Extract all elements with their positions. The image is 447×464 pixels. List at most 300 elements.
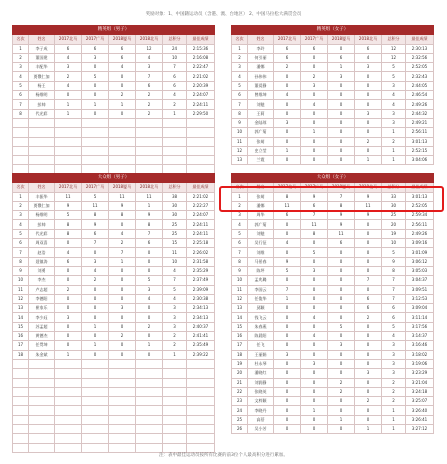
table-row bbox=[13, 434, 215, 443]
table-row bbox=[13, 387, 215, 396]
table-cell: 3:09:51 bbox=[406, 285, 434, 294]
table-row bbox=[232, 239, 434, 248]
table-cell bbox=[82, 128, 109, 137]
column-header: 最佳成绩 bbox=[406, 35, 434, 44]
table-row bbox=[13, 406, 215, 415]
table-cell: 0 bbox=[82, 248, 109, 257]
table-cell: 2 bbox=[355, 313, 382, 322]
table-cell: 4 bbox=[13, 72, 29, 81]
table-cell: 0 bbox=[328, 313, 355, 322]
table-cell: 3:06:12 bbox=[406, 257, 434, 266]
table-cell bbox=[82, 406, 109, 415]
table-cell: 丰振华 bbox=[29, 192, 55, 201]
table-cell: 6 bbox=[55, 44, 82, 53]
table-cell: 任俊华 bbox=[248, 294, 274, 303]
table-cell: 0 bbox=[301, 322, 328, 331]
table-row bbox=[232, 118, 434, 127]
table-cell: 30 bbox=[382, 201, 406, 210]
table-cell: 0 bbox=[328, 425, 355, 434]
table-cell: 0 bbox=[328, 109, 355, 118]
table-cell: 0 bbox=[355, 332, 382, 341]
table-cell: 3 bbox=[355, 109, 382, 118]
table-cell: 6 bbox=[55, 257, 82, 266]
table-cell: 19 bbox=[382, 229, 406, 238]
table-cell: 11 bbox=[13, 285, 29, 294]
column-header: 2017北马 bbox=[274, 35, 301, 44]
table-row bbox=[232, 341, 434, 350]
table-row bbox=[13, 53, 215, 62]
table-cell: 9 bbox=[355, 211, 382, 220]
table-cell: 3 bbox=[301, 266, 328, 275]
table-cell bbox=[13, 443, 29, 452]
table-row bbox=[13, 266, 215, 275]
table-cell: 0 bbox=[82, 294, 109, 303]
table-row bbox=[13, 425, 215, 434]
table-cell: 丰配华 bbox=[29, 63, 55, 72]
table-cell: 0 bbox=[274, 304, 301, 313]
table-cell bbox=[82, 415, 109, 424]
table-row bbox=[13, 332, 215, 341]
table-cell: 6 bbox=[82, 229, 109, 238]
table-cell: 7 bbox=[274, 285, 301, 294]
table-cell: 0 bbox=[328, 128, 355, 137]
table-cell: 0 bbox=[355, 220, 382, 229]
table-cell: 2:40:37 bbox=[187, 322, 215, 331]
table-cell: 0 bbox=[82, 91, 109, 100]
table-row bbox=[13, 341, 215, 350]
table-cell: 9 bbox=[355, 192, 382, 201]
table-cell: 1 bbox=[82, 322, 109, 331]
table-cell bbox=[29, 415, 55, 424]
table-title: 精英组（男子） bbox=[13, 26, 215, 35]
table-cell: 2:29:50 bbox=[187, 109, 215, 118]
table-row bbox=[13, 415, 215, 424]
table-row bbox=[13, 294, 215, 303]
table-cell: 0 bbox=[274, 387, 301, 396]
table-cell: 9 bbox=[382, 257, 406, 266]
table-cell: 0 bbox=[355, 229, 382, 238]
table-cell: 3 bbox=[55, 63, 82, 72]
table-row bbox=[13, 211, 215, 220]
table-cell: 2:49:26 bbox=[406, 100, 434, 109]
table-cell: 2:46:54 bbox=[406, 91, 434, 100]
table-cell: 2:52:05 bbox=[406, 63, 434, 72]
table-cell: 0 bbox=[274, 322, 301, 331]
table-row bbox=[13, 276, 215, 285]
column-header: 2018厦马 bbox=[109, 183, 136, 192]
table-cell bbox=[13, 434, 29, 443]
table-cell: 12 bbox=[232, 146, 248, 155]
table-cell: 3:09:04 bbox=[406, 304, 434, 313]
table-cell: 6 bbox=[232, 91, 248, 100]
table-cell: 17 bbox=[13, 341, 29, 350]
column-header: 2017北马 bbox=[274, 183, 301, 192]
table-cell: 3:14:37 bbox=[406, 332, 434, 341]
table-cell bbox=[187, 359, 215, 368]
table-row bbox=[13, 100, 215, 109]
table-cell: 0 bbox=[82, 313, 109, 322]
table-cell: 2:24:11 bbox=[187, 100, 215, 109]
column-header: 2017广马 bbox=[301, 35, 328, 44]
column-header: 姓名 bbox=[248, 35, 274, 44]
table-cell: 2 bbox=[163, 341, 187, 350]
table-cell: 0 bbox=[136, 266, 163, 275]
table-cell: 0 bbox=[355, 341, 382, 350]
table-cell: 21 bbox=[232, 378, 248, 387]
table-cell bbox=[136, 378, 163, 387]
table-cell: 23 bbox=[232, 397, 248, 406]
table-cell: 3 bbox=[13, 63, 29, 72]
table-cell: 1 bbox=[274, 146, 301, 155]
table-cell: 4 bbox=[163, 266, 187, 275]
table-row bbox=[13, 248, 215, 257]
table-row bbox=[232, 156, 434, 165]
table-cell: 贾俄仁加 bbox=[29, 72, 55, 81]
table-cell: 2:59:34 bbox=[406, 211, 434, 220]
table-cell: 7 bbox=[301, 211, 328, 220]
table-cell bbox=[187, 443, 215, 452]
table-cell: 4 bbox=[163, 91, 187, 100]
table-cell bbox=[29, 406, 55, 415]
table-cell: 0 bbox=[328, 118, 355, 127]
table-cell: 史立莹 bbox=[248, 146, 274, 155]
table-cell: 2:49:26 bbox=[406, 229, 434, 238]
table-row bbox=[232, 128, 434, 137]
table-cell: 2:24:07 bbox=[187, 211, 215, 220]
table-cell: 0 bbox=[328, 359, 355, 368]
table-cell: 12 bbox=[136, 44, 163, 53]
table-cell bbox=[187, 406, 215, 415]
table-cell: 0 bbox=[328, 294, 355, 303]
table-cell: 0 bbox=[328, 406, 355, 415]
table-row bbox=[13, 91, 215, 100]
table-cell: 0 bbox=[274, 378, 301, 387]
table-cell: 15 bbox=[232, 322, 248, 331]
table-cell: 13 bbox=[232, 304, 248, 313]
table-cell: 3 bbox=[382, 369, 406, 378]
table-cell bbox=[29, 146, 55, 155]
table-cell: 3 bbox=[382, 350, 406, 359]
table-cell: 0 bbox=[82, 350, 109, 359]
table-cell: 0 bbox=[109, 276, 136, 285]
table-cell: 9 bbox=[13, 266, 29, 275]
table-cell bbox=[13, 128, 29, 137]
table-cell: 6 bbox=[355, 44, 382, 53]
table-cell: 3:26:40 bbox=[406, 406, 434, 415]
table-cell: 5 bbox=[82, 192, 109, 201]
table-cell: 6 bbox=[82, 44, 109, 53]
column-header: 2017北马 bbox=[55, 35, 82, 44]
table-row bbox=[232, 81, 434, 90]
table-cell bbox=[13, 156, 29, 165]
table-cell: 0 bbox=[136, 313, 163, 322]
table-cell: 彭帅 bbox=[29, 100, 55, 109]
table-cell: 0 bbox=[301, 109, 328, 118]
table-cell: 0 bbox=[274, 341, 301, 350]
table-cell bbox=[109, 387, 136, 396]
table-cell: 任贯坤 bbox=[29, 341, 55, 350]
table-cell: 陈晨阳 bbox=[248, 332, 274, 341]
table-cell: 0 bbox=[328, 146, 355, 155]
table-cell: 0 bbox=[82, 81, 109, 90]
table-cell: 0 bbox=[301, 91, 328, 100]
table-cell: 2:24:07 bbox=[187, 91, 215, 100]
table-title-row bbox=[232, 174, 434, 183]
table-cell: 15 bbox=[163, 239, 187, 248]
table-cell bbox=[187, 378, 215, 387]
table-cell: 2:52:05 bbox=[406, 201, 434, 210]
table-cell: 7 bbox=[82, 239, 109, 248]
table-cell bbox=[13, 118, 29, 127]
table-cell bbox=[55, 369, 82, 378]
table-cell bbox=[163, 137, 187, 146]
table-row bbox=[13, 322, 215, 331]
table-cell: 2 bbox=[328, 387, 355, 396]
table-cell: 7 bbox=[382, 294, 406, 303]
table-cell: 0 bbox=[82, 63, 109, 72]
table-cell bbox=[82, 387, 109, 396]
table-cell bbox=[29, 434, 55, 443]
table-cell: 3:25:07 bbox=[406, 397, 434, 406]
table-cell: 8 bbox=[13, 257, 29, 266]
table-cell bbox=[163, 118, 187, 127]
table-cell: 6 bbox=[274, 44, 301, 53]
table-cell: 0 bbox=[301, 369, 328, 378]
table-row bbox=[232, 322, 434, 331]
table-cell: 9 bbox=[55, 201, 82, 210]
table-row bbox=[13, 118, 215, 127]
table-cell: 2:56:11 bbox=[406, 220, 434, 229]
table-cell: 4 bbox=[82, 266, 109, 275]
table-cell: 9 bbox=[274, 257, 301, 266]
table-cell: 7 bbox=[382, 276, 406, 285]
table-cell: 3 bbox=[301, 359, 328, 368]
table-cell: 0 bbox=[109, 109, 136, 118]
table-cell: 12 bbox=[382, 53, 406, 62]
table-cell bbox=[55, 128, 82, 137]
table-cell: 7 bbox=[382, 285, 406, 294]
table-cell: 金陆琼 bbox=[248, 118, 274, 127]
table-cell: 2:26:02 bbox=[187, 248, 215, 257]
table-cell bbox=[136, 118, 163, 127]
table-row bbox=[13, 359, 215, 368]
table-cell bbox=[82, 146, 109, 155]
table-cell bbox=[163, 359, 187, 368]
table-cell: 3 bbox=[328, 341, 355, 350]
table-row bbox=[232, 285, 434, 294]
column-header: 姓名 bbox=[29, 35, 55, 44]
table-cell: 张晓英 bbox=[248, 387, 274, 396]
table-row bbox=[232, 44, 434, 53]
table-cell: 8 bbox=[232, 109, 248, 118]
table-cell bbox=[13, 369, 29, 378]
table-cell: 5 bbox=[55, 211, 82, 220]
table-cell bbox=[163, 369, 187, 378]
table-cell: 3:09:16 bbox=[406, 239, 434, 248]
table-row bbox=[13, 192, 215, 201]
table-cell: 2 bbox=[109, 91, 136, 100]
table-cell: 3 bbox=[382, 359, 406, 368]
column-header: 总积分 bbox=[163, 35, 187, 44]
table-cell: 0 bbox=[328, 44, 355, 53]
table-cell: 7 bbox=[355, 276, 382, 285]
table-cell: 0 bbox=[328, 100, 355, 109]
table-cell: 文梓颖 bbox=[248, 397, 274, 406]
column-header: 名次 bbox=[232, 35, 248, 44]
table-cell: 0 bbox=[274, 359, 301, 368]
table-row bbox=[232, 109, 434, 118]
table-cell bbox=[187, 434, 215, 443]
table-cell bbox=[55, 387, 82, 396]
table-cell: 38 bbox=[163, 192, 187, 201]
table-cell: 0 bbox=[301, 304, 328, 313]
table-cell: 张萌 bbox=[248, 137, 274, 146]
table-row bbox=[13, 350, 215, 359]
table-cell bbox=[163, 406, 187, 415]
table-cell: 3:04:37 bbox=[406, 276, 434, 285]
table-cell: 6 bbox=[109, 44, 136, 53]
table-cell: 2 bbox=[136, 109, 163, 118]
table-cell: 王莉 bbox=[248, 109, 274, 118]
table-cell: 10 bbox=[232, 128, 248, 137]
table-cell bbox=[136, 359, 163, 368]
table-cell bbox=[163, 146, 187, 155]
table-cell bbox=[163, 128, 187, 137]
table-cell: 7 bbox=[328, 192, 355, 201]
table-cell: 33 bbox=[382, 192, 406, 201]
table-cell: 4 bbox=[301, 313, 328, 322]
table-cell: 孙伟伟 bbox=[248, 72, 274, 81]
table-cell: 吴小芳 bbox=[248, 425, 274, 434]
table-cell: 6 bbox=[136, 81, 163, 90]
table-cell: 0 bbox=[109, 81, 136, 90]
column-header: 姓名 bbox=[248, 183, 274, 192]
table-cell: 郭广菊 bbox=[248, 220, 274, 229]
table-cell: 1 bbox=[163, 350, 187, 359]
table-cell bbox=[29, 397, 55, 406]
table-cell: 5 bbox=[382, 322, 406, 331]
table-cell: 3 bbox=[382, 341, 406, 350]
table-cell: 周华 bbox=[248, 211, 274, 220]
table-cell: 4 bbox=[355, 53, 382, 62]
table-cell: 6 bbox=[301, 44, 328, 53]
table-cell: 钱飞云 bbox=[248, 313, 274, 322]
table-cell: 0 bbox=[355, 378, 382, 387]
table-cell: 1 bbox=[13, 44, 29, 53]
table-cell: 8 bbox=[109, 211, 136, 220]
table-cell: 9 bbox=[232, 266, 248, 275]
table-cell: 0 bbox=[274, 276, 301, 285]
column-header: 名次 bbox=[13, 35, 29, 44]
table-cell: 9 bbox=[328, 211, 355, 220]
table-cell: 0 bbox=[109, 72, 136, 81]
table-cell: 潘娜 bbox=[248, 63, 274, 72]
column-header: 最佳成绩 bbox=[187, 183, 215, 192]
table-cell: 6 bbox=[13, 239, 29, 248]
header-note: 奖励对象：1、中国籍运动员（含港、澳、台地区） 2、中国马拉松大满贯会员 bbox=[145, 12, 302, 17]
table-cell: 2:39:09 bbox=[187, 285, 215, 294]
table-cell bbox=[109, 128, 136, 137]
table-cell: 0 bbox=[328, 91, 355, 100]
table-cell: 代光彩 bbox=[29, 229, 55, 238]
table-cell: 苏孟超 bbox=[29, 322, 55, 331]
table-cell: 2:30:13 bbox=[406, 44, 434, 53]
table-cell: 12 bbox=[232, 294, 248, 303]
table-cell: 1 bbox=[355, 425, 382, 434]
table-cell: 3 bbox=[328, 72, 355, 81]
table-cell: 9 bbox=[232, 118, 248, 127]
column-header: 总积分 bbox=[163, 183, 187, 192]
table-cell bbox=[29, 443, 55, 452]
table-cell bbox=[29, 156, 55, 165]
table-cell: 0 bbox=[328, 332, 355, 341]
table-cell: 2:34:13 bbox=[187, 304, 215, 313]
table-cell: 杨维明 bbox=[29, 91, 55, 100]
table-row bbox=[13, 369, 215, 378]
table-cell: 0 bbox=[301, 294, 328, 303]
table-cell: 3:04:06 bbox=[406, 156, 434, 165]
table-cell: 16 bbox=[232, 332, 248, 341]
table-cell: 9 bbox=[301, 192, 328, 201]
table-cell: 4 bbox=[382, 91, 406, 100]
table-cell bbox=[55, 443, 82, 452]
table-title: 精英组（女子） bbox=[232, 26, 434, 35]
table-cell: 3:18:02 bbox=[406, 350, 434, 359]
table-cell bbox=[136, 443, 163, 452]
table-cell: 4 bbox=[163, 294, 187, 303]
table-cell: 0 bbox=[301, 239, 328, 248]
table-cell: 0 bbox=[355, 81, 382, 90]
table-row bbox=[232, 248, 434, 257]
table-cell: 0 bbox=[328, 137, 355, 146]
table-cell: 7 bbox=[163, 276, 187, 285]
table-cell: 3 bbox=[355, 369, 382, 378]
table-header-row bbox=[13, 35, 215, 44]
table-row bbox=[232, 406, 434, 415]
table-cell bbox=[163, 434, 187, 443]
table-cell: 吴行征 bbox=[248, 239, 274, 248]
table-cell: 2 bbox=[232, 201, 248, 210]
table-cell bbox=[187, 369, 215, 378]
table-cell: 5 bbox=[13, 81, 29, 90]
table-cell: 3 bbox=[55, 313, 82, 322]
table-cell: 12 bbox=[382, 44, 406, 53]
table-cell: 2:49:21 bbox=[406, 118, 434, 127]
table-cell: 李子成 bbox=[29, 44, 55, 53]
table-cell: 0 bbox=[355, 350, 382, 359]
table-row bbox=[13, 156, 215, 165]
table-cell: 0 bbox=[82, 285, 109, 294]
table-cell bbox=[29, 378, 55, 387]
table-cell: 朱金斌 bbox=[29, 350, 55, 359]
table-cell: 5 bbox=[163, 285, 187, 294]
table-cell: 3 bbox=[163, 313, 187, 322]
table-cell: 8 bbox=[55, 220, 82, 229]
column-header: 2018北马 bbox=[355, 35, 382, 44]
table-cell: 8 bbox=[301, 229, 328, 238]
column-header: 名次 bbox=[13, 183, 29, 192]
table-cell: 5 bbox=[232, 81, 248, 90]
table-row bbox=[13, 63, 215, 72]
table-cell bbox=[109, 359, 136, 368]
table-cell: 0 bbox=[55, 266, 82, 275]
table-cell: 8 bbox=[274, 192, 301, 201]
table-cell: 2:41:41 bbox=[187, 332, 215, 341]
table-cell: 3 bbox=[163, 322, 187, 331]
elite-male-table bbox=[12, 25, 215, 175]
table-cell: 0 bbox=[274, 415, 301, 424]
table-cell: 11 bbox=[163, 248, 187, 257]
